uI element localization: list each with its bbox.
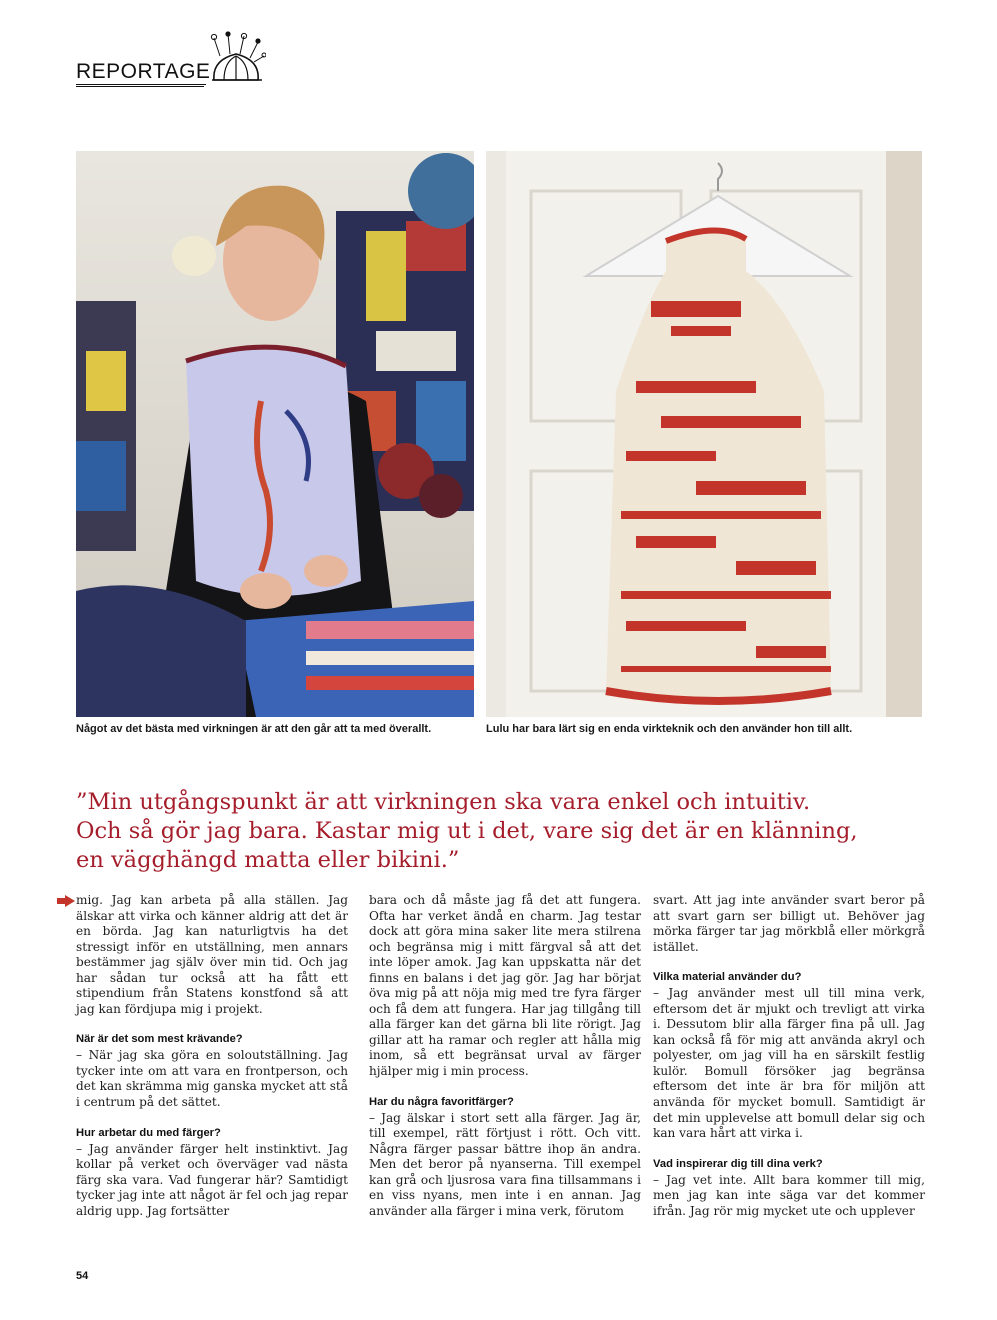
article-paragraph: – Jag använder färger helt instinktivt. Jag kollar på verket och överväger vad nästa färg ska vara. Vad fungerar här? Samtidigt tycker jag inte att något är fel och jag repar aldrig upp. Jag fortsätter bbox=[76, 1141, 348, 1218]
section-header bbox=[76, 30, 236, 90]
article-paragraph: bara och då måste jag få det att fungera. Ofta har verket ändå en charm. Jag testar dock att göra mina saker lite mera stilrena och begränsa mig i mitt färgval så att det inte löper amok. Jag kan uppskatta när det finns en balans i det jag gör. Jag har börjat öva mig på att nöja mig med tre fyra färger och få dem att fungera. Har jag tillgång till alla färger kan det gärna bli lite rörigt. Jag gillar att ha ramar och regler att hålla mig inom, så ett begränsat urval av färger hjälper mig i min process. bbox=[369, 893, 641, 1079]
article-column-1 bbox=[76, 893, 348, 1219]
article-column-3 bbox=[653, 893, 925, 1219]
pull-quote-line: en vägghängd matta eller bikini.” bbox=[76, 847, 460, 873]
pull-quote bbox=[76, 788, 936, 875]
article-paragraph: – Jag använder mest ull till mina verk, eftersom det är mjukt och trevligt att virka i. Dessutom blir alla färger fina på ull. Jag kan också få för mig att använda akryl och polyester, om jag vill ha en särskilt festlig kulör. Bomull försöker jag begränsa eftersom det inte är bra för miljön att använda för mycket bomull. Samtidigt är det min upplevelse att bomull delar sig och kan vara hårt att virka i. bbox=[653, 986, 925, 1141]
photo-crocheted-dress bbox=[486, 151, 922, 717]
interview-question: När är det som mest krävande? bbox=[76, 1033, 243, 1046]
interview-question: Vilka material använder du? bbox=[653, 971, 802, 984]
interview-question: Hur arbetar du med färger? bbox=[76, 1126, 221, 1139]
pincushion-icon bbox=[206, 30, 266, 86]
interview-question: Har du några favoritfärger? bbox=[369, 1095, 514, 1108]
pull-quote-line: Och så gör jag bara. Kastar mig ut i det, vare sig det är en klänning, bbox=[76, 818, 858, 844]
continuation-arrow-icon bbox=[57, 895, 75, 907]
photo-crocheted-dress-image bbox=[486, 151, 922, 717]
pull-quote-line: ”Min utgångspunkt är att virkningen ska vara enkel och intuitiv. bbox=[76, 789, 811, 815]
article-paragraph: – Jag vet inte. Allt bara kommer till mig, men jag kan inte säga var det kommer ifrån. Jag rör mig mycket ute och upplever bbox=[653, 1172, 925, 1218]
page-number: 54 bbox=[76, 1270, 89, 1282]
header-rule bbox=[76, 84, 206, 85]
photo-caption-left: Något av det bästa med virkningen är att den går att ta med överallt. bbox=[76, 723, 432, 735]
article-paragraph: – När jag ska göra en soloutställning. Jag tycker inte om att vara en frontperson, och det kan skrämma mig ganska mycket att stå i centrum på det sättet. bbox=[76, 1048, 348, 1110]
photo-caption-right: Lulu har bara lärt sig en enda virkteknik och den använder hon till allt. bbox=[486, 723, 853, 735]
section-label: REPORTAGE bbox=[76, 60, 211, 83]
article-paragraph: svart. Att jag inte använder svart beror på att svart garn ser billigt ut. Behöver jag mörka färger tar jag mörkblå eller mörkgrå istället. bbox=[653, 893, 925, 954]
photo-woman-crocheting-image bbox=[76, 151, 474, 717]
article-column-2 bbox=[369, 893, 641, 1219]
interview-question: Vad inspirerar dig till dina verk? bbox=[653, 1157, 823, 1170]
header-rule-secondary bbox=[76, 86, 204, 87]
article-paragraph: mig. Jag kan arbeta på alla ställen. Jag älskar att virka och känner aldrig att det är en börda. Jag kan naturligtvis ha det stressigt inför en utställning, men annars bestämmer jag själv över min tid. Och jag har sådan tur också att ha fått ett stipendium från Statens konstfond så att jag kan fördjupa mig i projekt. bbox=[76, 893, 348, 1016]
photo-woman-crocheting bbox=[76, 151, 474, 717]
article-paragraph: – Jag älskar i stort sett alla färger. Jag är, till exempel, rätt förtjust i rött. Och vitt. Några färger passar bättre ihop än andra. Men det beror på nyanserna. Till exempel kan grå och ljusrosa vara fina tillsammans i en viss nyans, men inte i en annan. Jag använder alla färger i mina verk, förutom bbox=[369, 1110, 641, 1218]
